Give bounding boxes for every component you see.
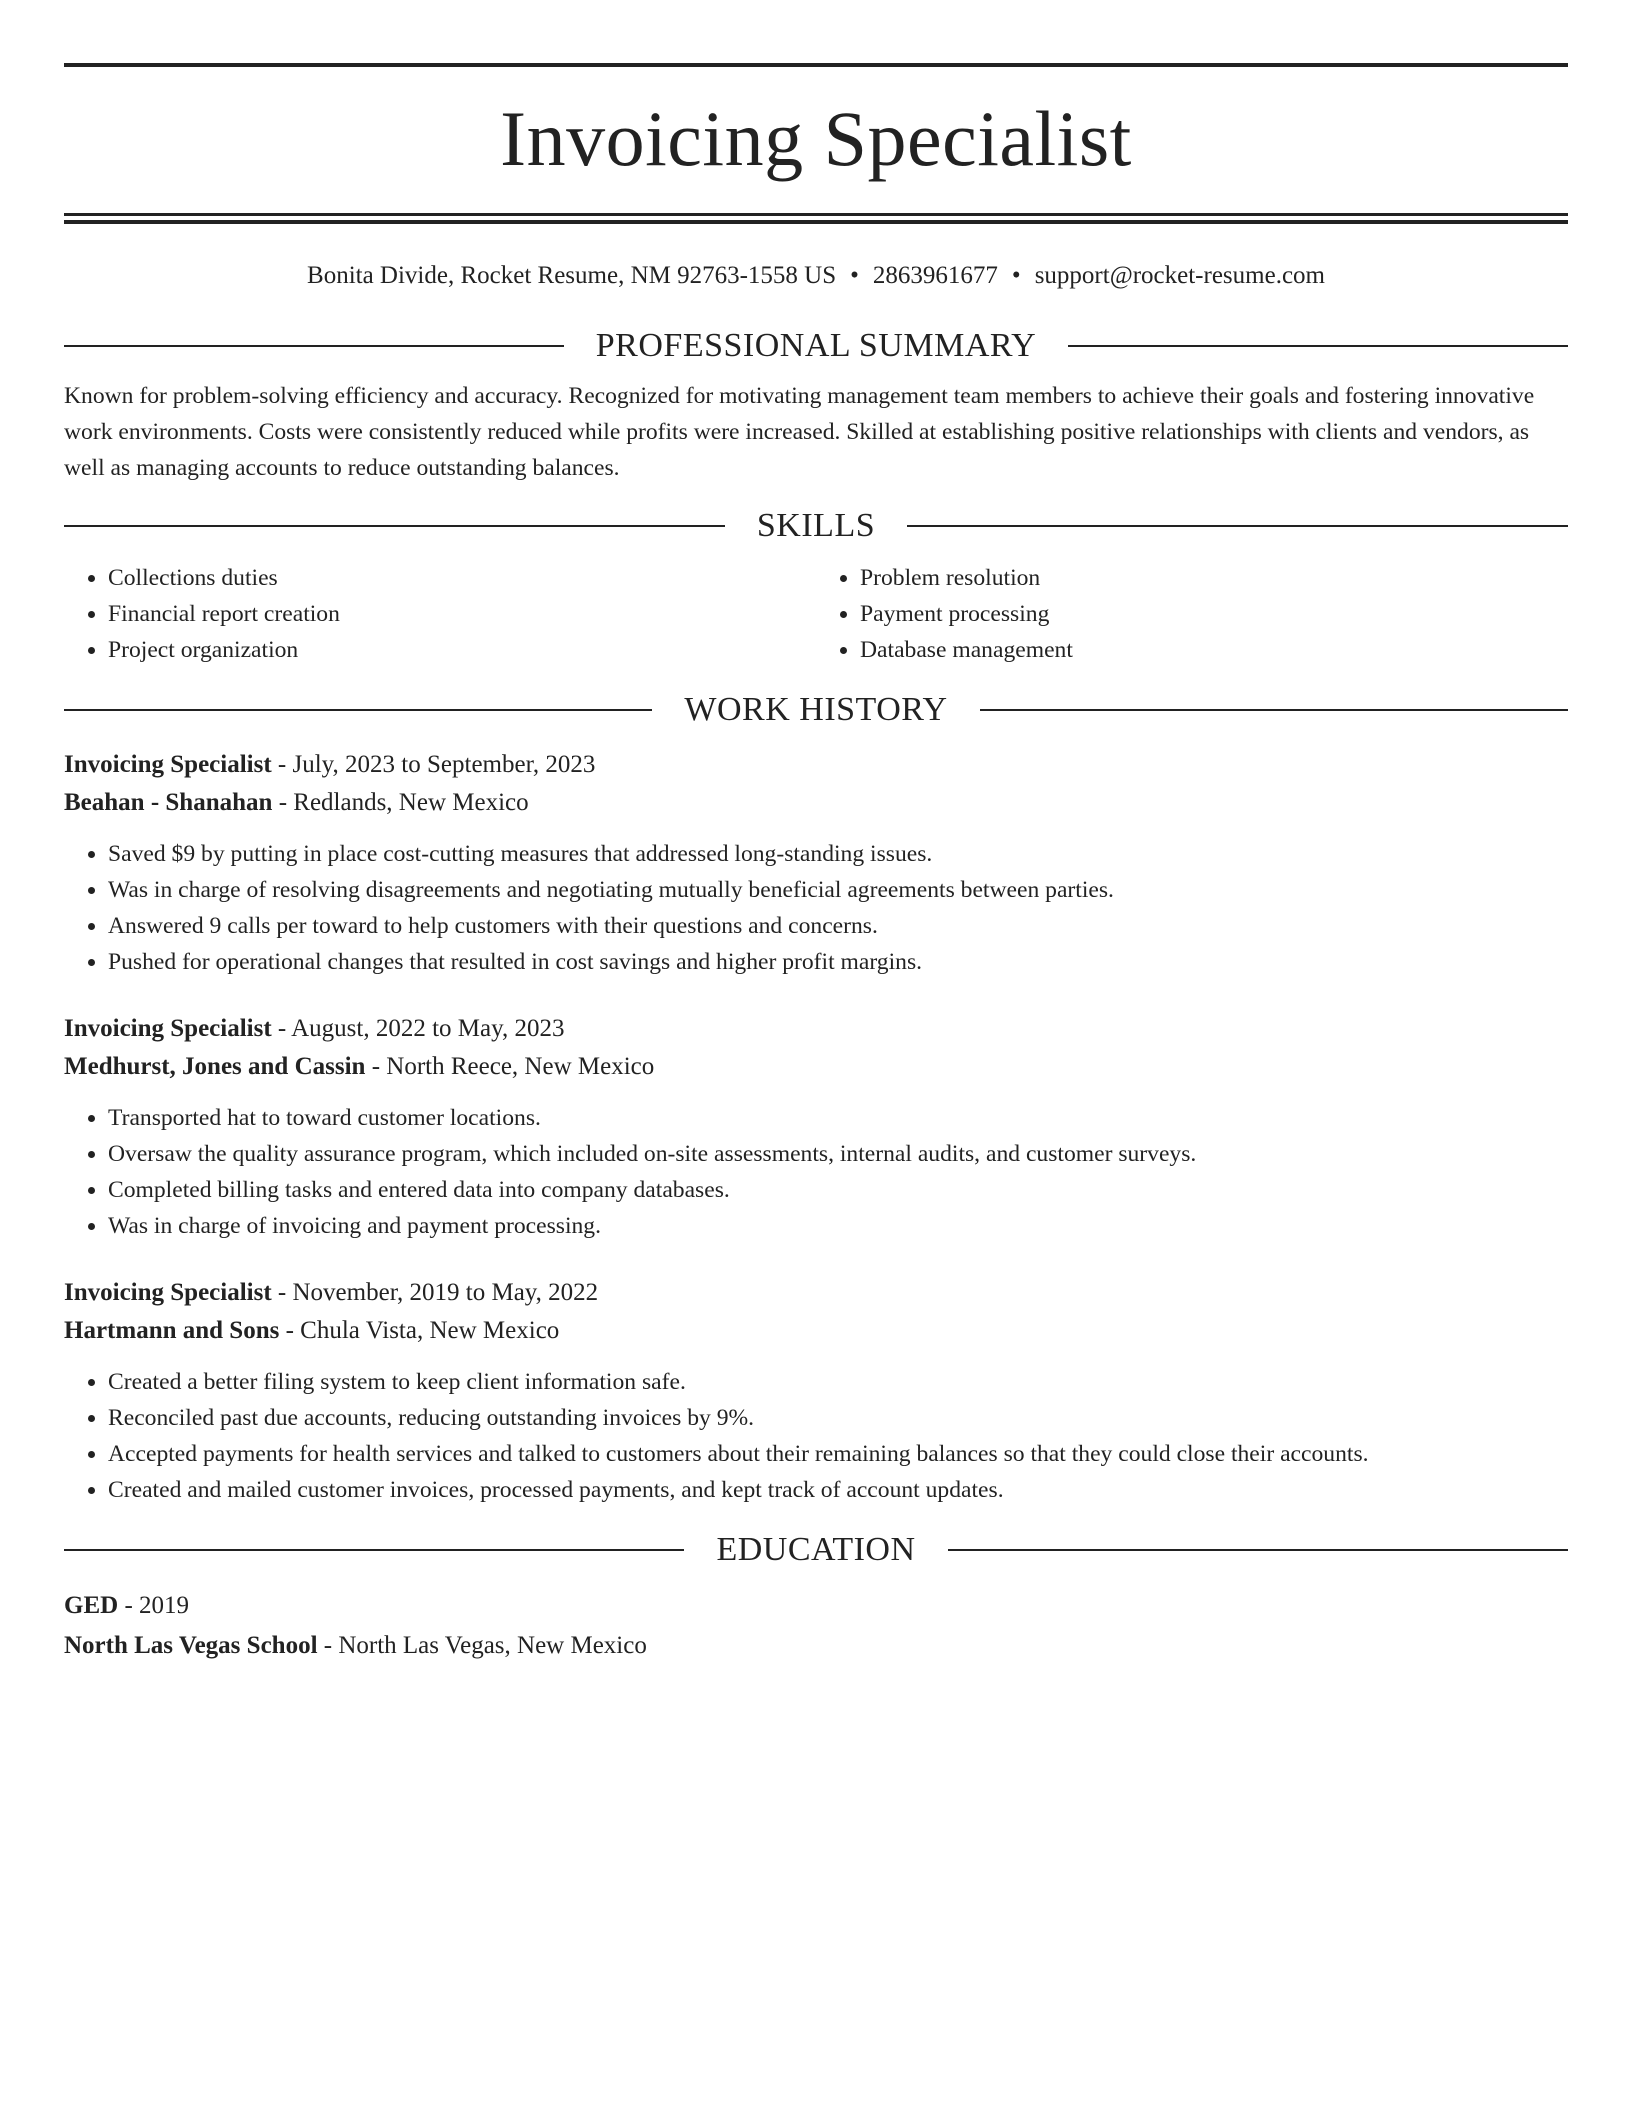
job-company: Beahan - Shanahan xyxy=(64,789,273,816)
section-title: PROFESSIONAL SUMMARY xyxy=(595,327,1037,364)
skill-item: • Project organization xyxy=(108,632,816,668)
job-entry xyxy=(64,1274,1568,1508)
job-bullets xyxy=(64,1364,1568,1508)
job-company-line xyxy=(64,784,1568,822)
job-location: - Chula Vista, New Mexico xyxy=(279,1317,560,1344)
job-entry xyxy=(64,746,1568,980)
job-bullet: • Answered 9 calls per toward to help customers with their questions and concerns. xyxy=(108,908,1568,944)
section-title: WORK HISTORY xyxy=(684,691,948,728)
job-bullet: • Accepted payments for health services and talked to customers about their remaining balances so that they could close their accounts. xyxy=(108,1436,1568,1472)
section-heading-work-history xyxy=(64,688,1568,732)
job-bullet: • Completed billing tasks and entered data into company databases. xyxy=(108,1172,1568,1208)
job-bullets xyxy=(64,1100,1568,1244)
summary-text: Known for problem-solving efficiency and accuracy. Recognized for motivating management team members to achieve their goals and fostering innovative work environments. Costs were consistently reduced while profits were increased. Skilled at establishing positive relationships with clients and vendors, as well as managing accounts to reduce outstanding balances. xyxy=(64,383,1535,481)
job-bullet: • Was in charge of resolving disagreements and negotiating mutually beneficial agreements between parties. xyxy=(108,872,1568,908)
education-degree-line xyxy=(64,1586,1568,1626)
skill-item: • Problem resolution xyxy=(860,560,1568,596)
contact-phone: 2863961677 xyxy=(872,262,998,289)
job-dates: - November, 2019 to May, 2022 xyxy=(271,1279,599,1306)
job-bullet: • Transported hat to toward customer locations. xyxy=(108,1100,1568,1136)
job-dates: - July, 2023 to September, 2023 xyxy=(271,751,596,778)
heading-rule xyxy=(907,525,1568,527)
education-school: North Las Vegas School xyxy=(64,1632,318,1659)
education-school-line xyxy=(64,1626,1568,1666)
contact-email: support@rocket-resume.com xyxy=(1034,262,1325,289)
skill-item: • Collections duties xyxy=(108,560,816,596)
skill-item: • Database management xyxy=(860,632,1568,668)
heading-rule xyxy=(1068,345,1568,347)
job-location: - Redlands, New Mexico xyxy=(272,789,529,816)
bullet-separator: • xyxy=(850,262,859,289)
job-company: Hartmann and Sons xyxy=(64,1317,280,1344)
job-title-line xyxy=(64,1274,1568,1312)
heading-rule xyxy=(64,525,725,527)
job-entry xyxy=(64,1010,1568,1244)
section-heading-education xyxy=(64,1528,1568,1572)
contact-address: Bonita Divide, Rocket Resume, NM 92763-1558 US xyxy=(307,262,837,289)
heading-rule xyxy=(948,1549,1568,1551)
job-bullet: • Pushed for operational changes that resulted in cost savings and higher profit margins. xyxy=(108,944,1568,980)
section-heading-skills xyxy=(64,504,1568,548)
job-bullet: • Oversaw the quality assurance program, which included on-site assessments, internal audits, and customer surveys. xyxy=(108,1136,1568,1172)
job-bullets xyxy=(64,836,1568,980)
heading-rule xyxy=(64,345,564,347)
top-rule xyxy=(64,63,1568,67)
job-title: Invoicing Specialist xyxy=(64,751,272,778)
education-location: - North Las Vegas, New Mexico xyxy=(317,1632,647,1659)
education-year: - 2019 xyxy=(118,1592,190,1619)
job-dates: - August, 2022 to May, 2023 xyxy=(271,1015,565,1042)
job-company: Medhurst, Jones and Cassin xyxy=(64,1053,366,1080)
skills-list xyxy=(64,560,1568,668)
job-company-line xyxy=(64,1048,1568,1086)
job-title-line xyxy=(64,1010,1568,1048)
title-double-rule xyxy=(64,213,1568,224)
section-title: EDUCATION xyxy=(716,1531,916,1568)
heading-rule xyxy=(64,1549,684,1551)
job-bullet: • Was in charge of invoicing and payment processing. xyxy=(108,1208,1568,1244)
skill-item: • Financial report creation xyxy=(108,596,816,632)
job-company-line xyxy=(64,1312,1568,1350)
education-entry xyxy=(64,1586,1568,1666)
section-title: SKILLS xyxy=(756,507,876,544)
job-title: Invoicing Specialist xyxy=(64,1279,272,1306)
skill-item: • Payment processing xyxy=(860,596,1568,632)
skills-column-left xyxy=(64,560,816,668)
section-heading-summary xyxy=(64,324,1568,368)
bullet-separator: • xyxy=(1011,262,1021,289)
job-title-line xyxy=(64,746,1568,784)
job-bullet: • Created a better filing system to keep client information safe. xyxy=(108,1364,1568,1400)
contact-line xyxy=(64,258,1568,294)
job-bullet: • Saved $9 by putting in place cost-cutting measures that addressed long-standing issues. xyxy=(108,836,1568,872)
skills-column-right xyxy=(816,560,1568,668)
job-title: Invoicing Specialist xyxy=(64,1015,272,1042)
education-degree: GED xyxy=(64,1592,119,1619)
heading-rule xyxy=(980,709,1568,711)
heading-rule xyxy=(64,709,652,711)
job-bullet: • Reconciled past due accounts, reducing outstanding invoices by 9%. xyxy=(108,1400,1568,1436)
job-bullet: • Created and mailed customer invoices, processed payments, and kept track of account updates. xyxy=(108,1472,1568,1508)
resume-title: Invoicing Specialist xyxy=(500,95,1132,182)
job-location: - North Reece, New Mexico xyxy=(365,1053,655,1080)
